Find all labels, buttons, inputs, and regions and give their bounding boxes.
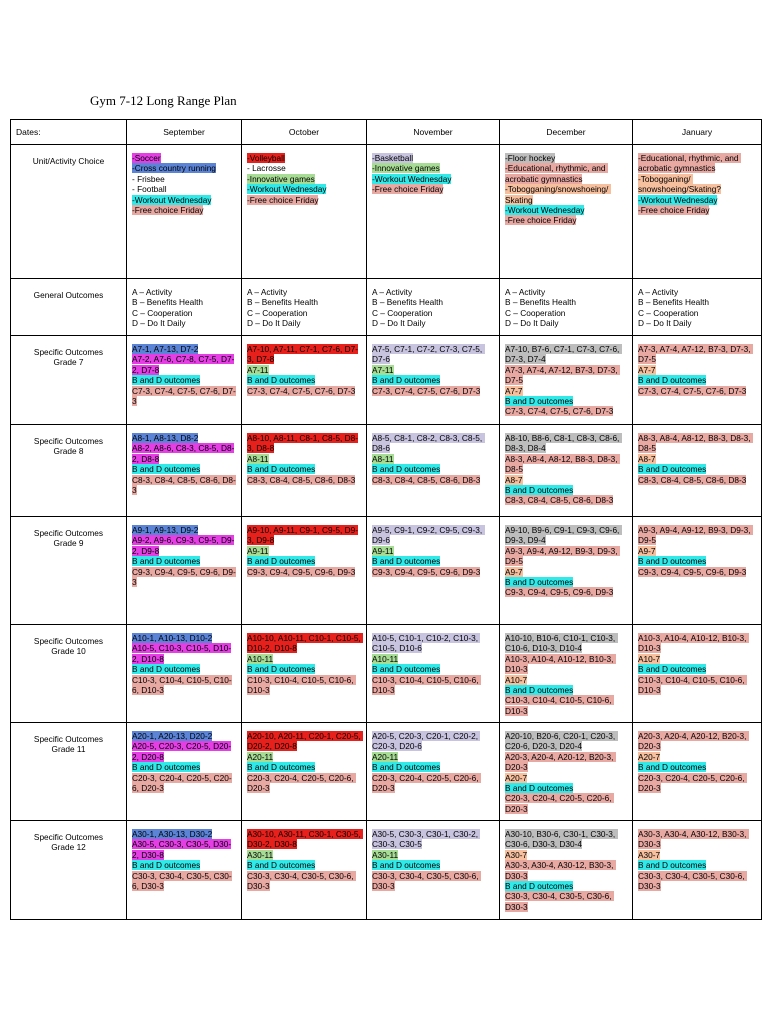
cell-line: B and D outcomes xyxy=(132,556,201,567)
cell-line: B and D outcomes xyxy=(247,375,316,386)
cell-january xyxy=(633,625,762,723)
cell-line: B and D outcomes xyxy=(505,485,574,496)
cell-december xyxy=(500,145,633,279)
cell-january xyxy=(633,279,762,336)
cell-december xyxy=(500,336,633,425)
cell-line: A30-3, A30-4, A30-12, B30-3, D30-3 xyxy=(505,860,616,881)
table-row xyxy=(11,625,762,723)
cell-line: - Frisbee xyxy=(132,173,165,184)
cell-line: A10-5, C10-1, C10-2, C10-3, C10-5, D10-6 xyxy=(372,633,481,654)
cell-line: A – Activity xyxy=(247,287,288,297)
cell-september xyxy=(127,425,242,517)
cell-line: A10-11 xyxy=(372,653,399,664)
cell-line: A30-10, B30-6, C30-1, C30-3, C30-6, D30-3, D30-4 xyxy=(505,829,618,850)
cell-october xyxy=(242,425,367,517)
cell-line: B and D outcomes xyxy=(247,762,316,773)
cell-line: A9-2, A9-6, C9-3, C9-5, D9-2, D9-8 xyxy=(132,535,235,556)
cell-line: A30-11 xyxy=(247,849,274,860)
cell-line: A30-1, A30-13, D30-2 xyxy=(132,829,213,839)
cell-line: -Workout Wednesday xyxy=(638,194,718,205)
cell-line: A20-7 xyxy=(638,751,661,762)
cell-line: A7-3, A7-4, A7-12, B7-3, D7-3, D7-5 xyxy=(505,364,620,386)
cell-line: C8-3, C8-4, C8-5, C8-6, D8-3 xyxy=(638,474,747,485)
cell-line: B and D outcomes xyxy=(505,577,574,588)
cell-november xyxy=(367,821,500,920)
cell-line: C9-3, C9-4, C9-5, C9-6, D9-3 xyxy=(132,566,236,588)
cell-december xyxy=(500,625,633,723)
cell-line: C7-3, C7-4, C7-5, C7-6, D7-3 xyxy=(372,385,481,396)
cell-line: A10-3, A10-4, A10-12, B10-3, D10-3 xyxy=(638,633,749,654)
cell-line: A8-3, A8-4, A8-12, B8-3, D8-3, D8-5 xyxy=(505,453,620,475)
cell-line: C – Cooperation xyxy=(505,307,566,318)
cell-december xyxy=(500,821,633,920)
cell-september xyxy=(127,145,242,279)
cell-line: A20-3, A20-4, A20-12, B20-3, D20-3 xyxy=(638,731,749,752)
cell-line: -Workout Wednesday xyxy=(505,205,585,216)
header-september: September xyxy=(127,120,242,145)
cell-november xyxy=(367,336,500,425)
cell-line: B and D outcomes xyxy=(372,664,441,675)
cell-october xyxy=(242,723,367,821)
cell-line: -Free choice Friday xyxy=(505,215,577,226)
cell-september xyxy=(127,723,242,821)
cell-line: C – Cooperation xyxy=(638,307,699,318)
cell-line: A9-1, A9-13, D9-2 xyxy=(132,525,199,535)
long-range-plan-table xyxy=(10,119,762,920)
cell-line: -Educational, rhythmic, and acrobatic gymnastics xyxy=(638,153,741,174)
cell-line: C8-3, C8-4, C8-5, C8-6, D8-3 xyxy=(372,474,481,485)
cell-line: A8-2, A8-6, C8-3, C8-5, D8-2, D8-8 xyxy=(132,443,235,464)
cell-line: A20-5, C20-3, C20-1, C20-2, C20-3, D20-6 xyxy=(372,731,481,752)
cell-january xyxy=(633,336,762,425)
cell-line: A9-3, A9-4, A9-12, B9-3, D9-3, D9-5 xyxy=(638,525,753,546)
cell-line: A – Activity xyxy=(638,287,679,297)
cell-line: A30-7 xyxy=(638,849,661,860)
cell-line: D – Do It Daily xyxy=(505,318,559,329)
cell-line: D – Do It Daily xyxy=(132,318,186,329)
cell-line: C – Cooperation xyxy=(132,307,193,318)
row-label: Specific Outcomes Grade 12 xyxy=(11,821,127,920)
cell-september xyxy=(127,336,242,425)
cell-line: C20-3, C20-4, C20-5, C20-6, D20-3 xyxy=(132,772,232,794)
cell-line: B and D outcomes xyxy=(638,556,707,567)
cell-line: B and D outcomes xyxy=(132,375,201,386)
cell-line: - Football xyxy=(132,184,167,195)
header-january: January xyxy=(633,120,762,145)
row-label: General Outcomes xyxy=(11,279,127,336)
cell-line: -Tobogganing/snowshoeing/ Skating xyxy=(505,184,611,205)
cell-line: A20-10, A20-11, C20-1, C20-5, D20-2, D20-8 xyxy=(247,731,364,752)
cell-line: -Educational, rhythmic, and acrobatic gymnastics xyxy=(505,163,608,184)
cell-line: A20-5, C20-3, C20-5, D20-2, D20-8 xyxy=(132,741,232,762)
cell-line: B – Benefits Health xyxy=(247,297,319,308)
row-label: Unit/Activity Choice xyxy=(11,145,127,279)
cell-october xyxy=(242,821,367,920)
cell-line: A30-3, A30-4, A30-12, B30-3, D30-3 xyxy=(638,829,749,850)
cell-line: B and D outcomes xyxy=(638,762,707,773)
cell-line: A10-10, A10-11, C10-1, C10-5, D10-2, D10-8 xyxy=(247,633,364,654)
cell-january xyxy=(633,145,762,279)
cell-line: -Free choice Friday xyxy=(372,184,444,195)
cell-line: A7-11 xyxy=(247,364,269,375)
cell-line: -Innovative games xyxy=(372,163,440,174)
cell-line: -Tobogganing/ snowshoeing/Skating? xyxy=(638,173,722,195)
cell-line: A8-10, B8-6, C8-1, C8-3, C8-6, D8-3, D8-4 xyxy=(505,433,622,454)
cell-line: C30-3, C30-4, C30-5, C30-6, D30-3 xyxy=(247,870,356,892)
cell-line: -Cross country running xyxy=(132,163,216,174)
cell-line: A9-11 xyxy=(372,545,394,556)
cell-line: C10-3, C10-4, C10-5, C10-6, D10-3 xyxy=(505,695,614,716)
cell-line: C9-3, C9-4, C9-5, C9-6, D9-3 xyxy=(505,587,614,598)
cell-line: A30-11 xyxy=(372,849,399,860)
cell-line: A8-5, C8-1, C8-2, C8-3, C8-5, D8-6 xyxy=(372,433,485,454)
cell-line: A9-10, B9-6, C9-1, C9-3, C9-6, D9-3, D9-4 xyxy=(505,525,622,546)
cell-line: A – Activity xyxy=(132,287,173,297)
cell-line: B and D outcomes xyxy=(638,464,707,475)
cell-line: -Workout Wednesday xyxy=(372,173,452,184)
cell-line: B and D outcomes xyxy=(247,464,316,475)
cell-line: C9-3, C9-4, C9-5, C9-6, D9-3 xyxy=(247,566,356,577)
cell-line: A7-10, B7-6, C7-1, C7-3, C7-6, D7-3, D7-4 xyxy=(505,344,622,365)
cell-line: B and D outcomes xyxy=(638,860,707,871)
header-row xyxy=(11,120,762,145)
cell-line: C30-3, C30-4, C30-5, C30-6, D30-3 xyxy=(505,891,614,912)
cell-line: C7-3, C7-4, C7-5, C7-6, D7-3 xyxy=(638,385,747,396)
cell-line: B – Benefits Health xyxy=(132,297,204,308)
cell-line: B and D outcomes xyxy=(505,396,574,407)
header-october: October xyxy=(242,120,367,145)
cell-line: B and D outcomes xyxy=(638,664,707,675)
cell-line: A10-11 xyxy=(247,653,274,664)
cell-line: C7-3, C7-4, C7-5, C7-6, D7-3 xyxy=(505,406,614,417)
cell-line: B and D outcomes xyxy=(247,664,316,675)
cell-october xyxy=(242,279,367,336)
cell-line: B and D outcomes xyxy=(247,860,316,871)
cell-line: -Volleyball xyxy=(247,153,285,163)
cell-line: C8-3, C8-4, C8-5, C8-6, D8-3 xyxy=(247,474,356,485)
cell-line: A7-2, A7-6, C7-8, C7-5, D7-2, D7-8 xyxy=(132,354,235,375)
cell-line: A8-1, A8-13, D8-2 xyxy=(132,433,199,443)
cell-line: A9-7 xyxy=(505,566,523,577)
cell-line: C20-3, C20-4, C20-5, C20-6, D20-3 xyxy=(505,793,614,814)
cell-line: A20-7 xyxy=(505,772,528,783)
cell-line: B and D outcomes xyxy=(132,664,201,675)
row-label: Specific Outcomes Grade 11 xyxy=(11,723,127,821)
cell-line: B and D outcomes xyxy=(505,685,574,696)
cell-january xyxy=(633,517,762,625)
cell-line: A30-5, C30-3, C30-1, C30-2, C30-3, C30-5 xyxy=(372,829,481,850)
cell-line: A7-3, A7-4, A7-12, B7-3, D7-3, D7-5 xyxy=(638,344,753,365)
cell-line: B and D outcomes xyxy=(132,762,201,773)
table-row xyxy=(11,145,762,279)
cell-line: B and D outcomes xyxy=(638,375,707,386)
cell-line: B and D outcomes xyxy=(505,881,574,892)
cell-line: C9-3, C9-4, C9-5, C9-6, D9-3 xyxy=(638,566,747,577)
cell-line: B and D outcomes xyxy=(505,783,574,794)
cell-line: -Workout Wednesday xyxy=(247,184,327,195)
page-title: Gym 7-12 Long Range Plan xyxy=(90,93,237,108)
cell-line: -Floor hockey xyxy=(505,153,556,163)
cell-october xyxy=(242,145,367,279)
cell-line: B – Benefits Health xyxy=(638,297,710,308)
cell-november xyxy=(367,625,500,723)
cell-november xyxy=(367,145,500,279)
cell-line: A7-10, A7-11, C7-1, C7-6, D7-3, D7-8 xyxy=(247,344,358,365)
cell-line: B and D outcomes xyxy=(372,375,441,386)
header-november: November xyxy=(367,120,500,145)
cell-line: A9-5, C9-1, C9-2, C9-5, C9-3, D9-6 xyxy=(372,525,485,546)
cell-line: B and D outcomes xyxy=(132,464,201,475)
cell-september xyxy=(127,625,242,723)
cell-line: C8-3, C8-4, C8-5, C8-6, D8-3 xyxy=(505,495,614,506)
cell-line: A9-10, A9-11, C9-1, C9-5, D9-3, D9-8 xyxy=(247,525,358,546)
cell-line: C10-3, C10-4, C10-5, C10-6, D10-3 xyxy=(638,674,747,696)
cell-line: A20-1, A20-13, D20-2 xyxy=(132,731,213,741)
cell-line: A8-11 xyxy=(372,453,394,464)
cell-line: A7-7 xyxy=(638,364,656,375)
cell-november xyxy=(367,425,500,517)
table-row xyxy=(11,723,762,821)
cell-november xyxy=(367,723,500,821)
cell-line: B and D outcomes xyxy=(372,860,441,871)
row-label: Specific Outcomes Grade 8 xyxy=(11,425,127,517)
cell-line: C20-3, C20-4, C20-5, C20-6, D20-3 xyxy=(372,772,481,794)
cell-line: A30-7 xyxy=(505,849,528,860)
cell-line: A8-3, A8-4, A8-12, B8-3, D8-3, D8-5 xyxy=(638,433,753,454)
cell-line: C7-3, C7-4, C7-5, C7-6, D7-3 xyxy=(132,385,236,407)
cell-line: A – Activity xyxy=(372,287,413,297)
row-label: Specific Outcomes Grade 7 xyxy=(11,336,127,425)
cell-october xyxy=(242,517,367,625)
cell-november xyxy=(367,279,500,336)
cell-line: B and D outcomes xyxy=(372,762,441,773)
cell-line: A – Activity xyxy=(505,287,546,297)
cell-line: -Free choice Friday xyxy=(638,205,710,216)
cell-line: A10-5, C10-3, C10-5, D10-2, D10-8 xyxy=(132,643,232,664)
cell-december xyxy=(500,517,633,625)
header-december: December xyxy=(500,120,633,145)
cell-line: A10-10, B10-6, C10-1, C10-3, C10-6, D10-3, D10-4 xyxy=(505,633,618,654)
cell-line: -Workout Wednesday xyxy=(132,194,212,205)
cell-line: B and D outcomes xyxy=(372,464,441,475)
cell-line: C – Cooperation xyxy=(247,307,308,318)
cell-line: A30-5, C30-3, C30-5, D30-2, D30-8 xyxy=(132,839,232,860)
cell-line: -Innovative games xyxy=(247,173,315,184)
cell-line: D – Do It Daily xyxy=(247,318,301,329)
cell-line: C7-3, C7-4, C7-5, C7-6, D7-3 xyxy=(247,385,356,396)
table-row xyxy=(11,425,762,517)
cell-line: A8-7 xyxy=(638,453,656,464)
cell-september xyxy=(127,821,242,920)
cell-january xyxy=(633,723,762,821)
cell-line: -Basketball xyxy=(372,153,414,163)
cell-october xyxy=(242,625,367,723)
row-label: Specific Outcomes Grade 9 xyxy=(11,517,127,625)
cell-line: A10-3, A10-4, A10-12, B10-3, D10-3 xyxy=(505,653,616,675)
cell-line: A20-10, B20-6, C20-1, C20-3, C20-6, D20-3, D20-4 xyxy=(505,731,618,752)
cell-line: -Soccer xyxy=(132,153,161,163)
cell-december xyxy=(500,425,633,517)
cell-line: -Free choice Friday xyxy=(132,205,204,216)
cell-line: C10-3, C10-4, C10-5, C10-6, D10-3 xyxy=(132,674,232,696)
cell-line: -Free choice Friday xyxy=(247,194,319,205)
cell-line: C30-3, C30-4, C30-5, C30-6, D30-3 xyxy=(132,870,232,892)
cell-line: B and D outcomes xyxy=(247,556,316,567)
cell-line: A8-10, A8-11, C8-1, C8-5, D8-3, D8-8 xyxy=(247,433,358,454)
cell-line: C10-3, C10-4, C10-5, C10-6, D10-3 xyxy=(247,674,356,696)
cell-line: A10-7 xyxy=(505,674,528,685)
cell-line: A10-1, A10-13, D10-2 xyxy=(132,633,213,643)
row-label: Specific Outcomes Grade 10 xyxy=(11,625,127,723)
cell-december xyxy=(500,723,633,821)
cell-line: B – Benefits Health xyxy=(505,297,577,308)
cell-line: A7-5, C7-1, C7-2, C7-3, C7-5, D7-6 xyxy=(372,344,485,365)
table-row xyxy=(11,336,762,425)
cell-line: C30-3, C30-4, C30-5, C30-6, D30-3 xyxy=(372,870,481,892)
table-row xyxy=(11,517,762,625)
table-row xyxy=(11,821,762,920)
cell-line: A20-11 xyxy=(247,751,274,762)
cell-line: A7-7 xyxy=(505,385,523,396)
cell-line: - Lacrosse xyxy=(247,163,286,174)
cell-line: B and D outcomes xyxy=(132,860,201,871)
cell-january xyxy=(633,425,762,517)
cell-line: A9-3, A9-4, A9-12, B9-3, D9-3, D9-5 xyxy=(505,545,620,567)
cell-december xyxy=(500,279,633,336)
cell-line: A20-3, A20-4, A20-12, B20-3, D20-3 xyxy=(505,751,616,773)
cell-line: C30-3, C30-4, C30-5, C30-6, D30-3 xyxy=(638,870,747,892)
table-row xyxy=(11,279,762,336)
cell-line: D – Do It Daily xyxy=(372,318,426,329)
cell-line: A9-11 xyxy=(247,545,269,556)
cell-line: A8-7 xyxy=(505,474,523,485)
cell-line: C20-3, C20-4, C20-5, C20-6, D20-3 xyxy=(638,772,747,794)
cell-line: C10-3, C10-4, C10-5, C10-6, D10-3 xyxy=(372,674,481,696)
cell-november xyxy=(367,517,500,625)
cell-line: B – Benefits Health xyxy=(372,297,444,308)
cell-september xyxy=(127,517,242,625)
cell-line: C8-3, C8-4, C8-5, C8-6, D8-3 xyxy=(132,474,236,496)
cell-line: A7-1, A7-13, D7-2 xyxy=(132,344,199,354)
cell-line: A20-11 xyxy=(372,751,399,762)
cell-line: C – Cooperation xyxy=(372,307,433,318)
cell-october xyxy=(242,336,367,425)
cell-line: A10-7 xyxy=(638,653,661,664)
cell-line: D – Do It Daily xyxy=(638,318,692,329)
cell-january xyxy=(633,821,762,920)
cell-line: C20-3, C20-4, C20-5, C20-6, D20-3 xyxy=(247,772,356,794)
cell-line: A8-11 xyxy=(247,453,269,464)
cell-line: B and D outcomes xyxy=(372,556,441,567)
cell-line: A30-10, A30-11, C30-1, C30-5, D30-2, D30-8 xyxy=(247,829,364,850)
cell-line: A9-7 xyxy=(638,545,656,556)
cell-september xyxy=(127,279,242,336)
header-dates: Dates: xyxy=(11,120,127,145)
cell-line: C9-3, C9-4, C9-5, C9-6, D9-3 xyxy=(372,566,481,577)
cell-line: A7-11 xyxy=(372,364,394,375)
